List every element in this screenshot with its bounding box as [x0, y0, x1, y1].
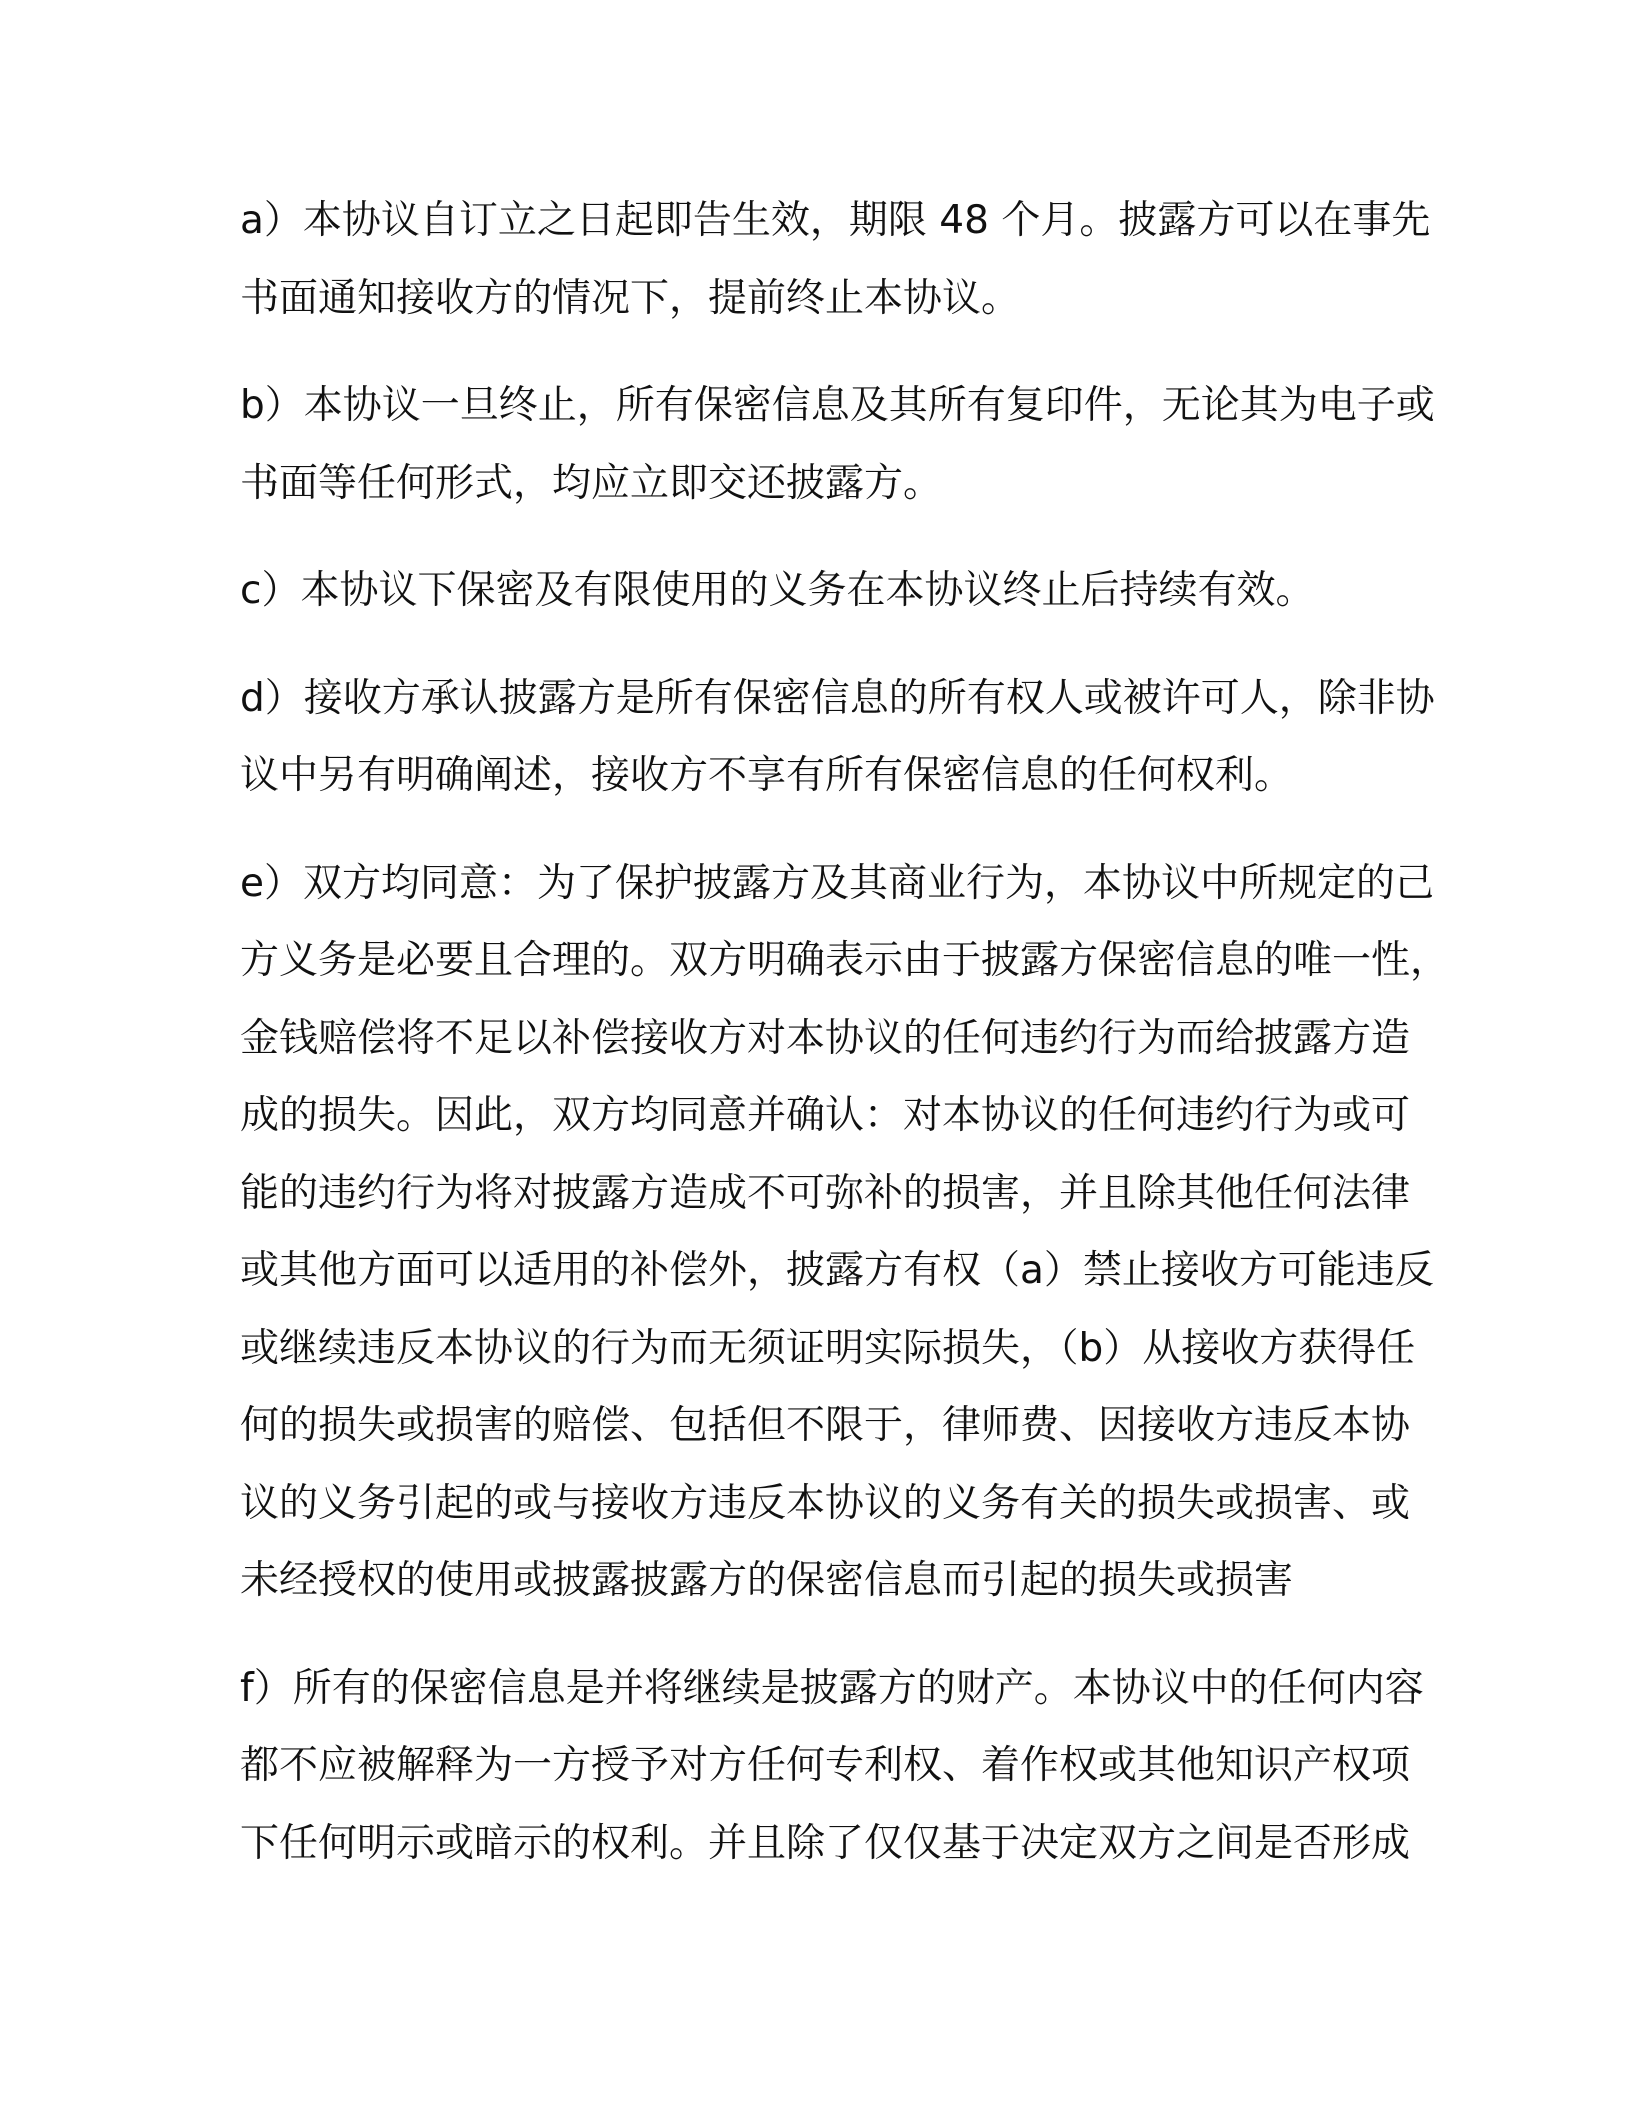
- text-line: 议中另有明确阐述，接收方不享有所有保密信息的任何权利。: [240, 753, 1294, 798]
- document-body: [240, 182, 1450, 1912]
- text-line: 书面通知接收方的情况下，提前终止本协议。: [240, 275, 1021, 321]
- clause-d: [240, 660, 1435, 815]
- text-line: 书面等任何形式，均应立即交还披露方。: [240, 460, 943, 506]
- text-line: d）接收方承认披露方是所有保密信息的所有权人或被许可人，除非协: [240, 675, 1435, 721]
- clause-e: [240, 845, 1450, 1620]
- text-line: 未经授权的使用或披露披露方的保密信息而引起的损失或损害: [240, 1558, 1294, 1603]
- text-line: 都不应被解释为一方授予对方任何专利权、着作权或其他知识产权项: [240, 1743, 1411, 1788]
- text-line: c）本协议下保密及有限使用的义务在本协议终止后持续有效。: [240, 568, 1315, 613]
- clause-c: [240, 552, 1385, 630]
- text-line: 方义务是必要且合理的。双方明确表示由于披露方保密信息的唯一性，: [240, 938, 1450, 983]
- text-line: e）双方均同意：为了保护披露方及其商业行为，本协议中所规定的己: [240, 860, 1434, 906]
- text-line: 或继续违反本协议的行为而无须证明实际损失，（b）从接收方获得任: [240, 1325, 1416, 1371]
- text-line: 何的损失或损害的赔偿、包括但不限于，律师费、因接收方违反本协: [240, 1403, 1411, 1448]
- clause-a: [240, 182, 1431, 337]
- text-line: 议的义务引起的或与接收方违反本协议的义务有关的损失或损害、或: [240, 1480, 1411, 1526]
- clause-b: [240, 367, 1435, 522]
- text-line: 或其他方面可以适用的补偿外，披露方有权（a）禁止接收方可能违反: [240, 1248, 1434, 1293]
- text-line: b）本协议一旦终止，所有保密信息及其所有复印件，无论其为电子或: [240, 383, 1435, 428]
- clause-f: [240, 1650, 1424, 1883]
- text-line: 下任何明示或暗示的权利。并且除了仅仅基于决定双方之间是否形成: [240, 1820, 1411, 1866]
- text-line: 能的违约行为将对披露方造成不可弥补的损害，并且除其他任何法律: [240, 1170, 1411, 1216]
- text-line: 成的损失。因此，双方均同意并确认：对本协议的任何违约行为或可: [240, 1093, 1411, 1138]
- text-line: f）所有的保密信息是并将继续是披露方的财产。本协议中的任何内容: [240, 1665, 1424, 1711]
- text-line: a）本协议自订立之日起即告生效，期限 48 个月。披露方可以在事先: [240, 198, 1431, 243]
- text-line: 金钱赔偿将不足以补偿接收方对本协议的任何违约行为而给披露方造: [240, 1015, 1411, 1061]
